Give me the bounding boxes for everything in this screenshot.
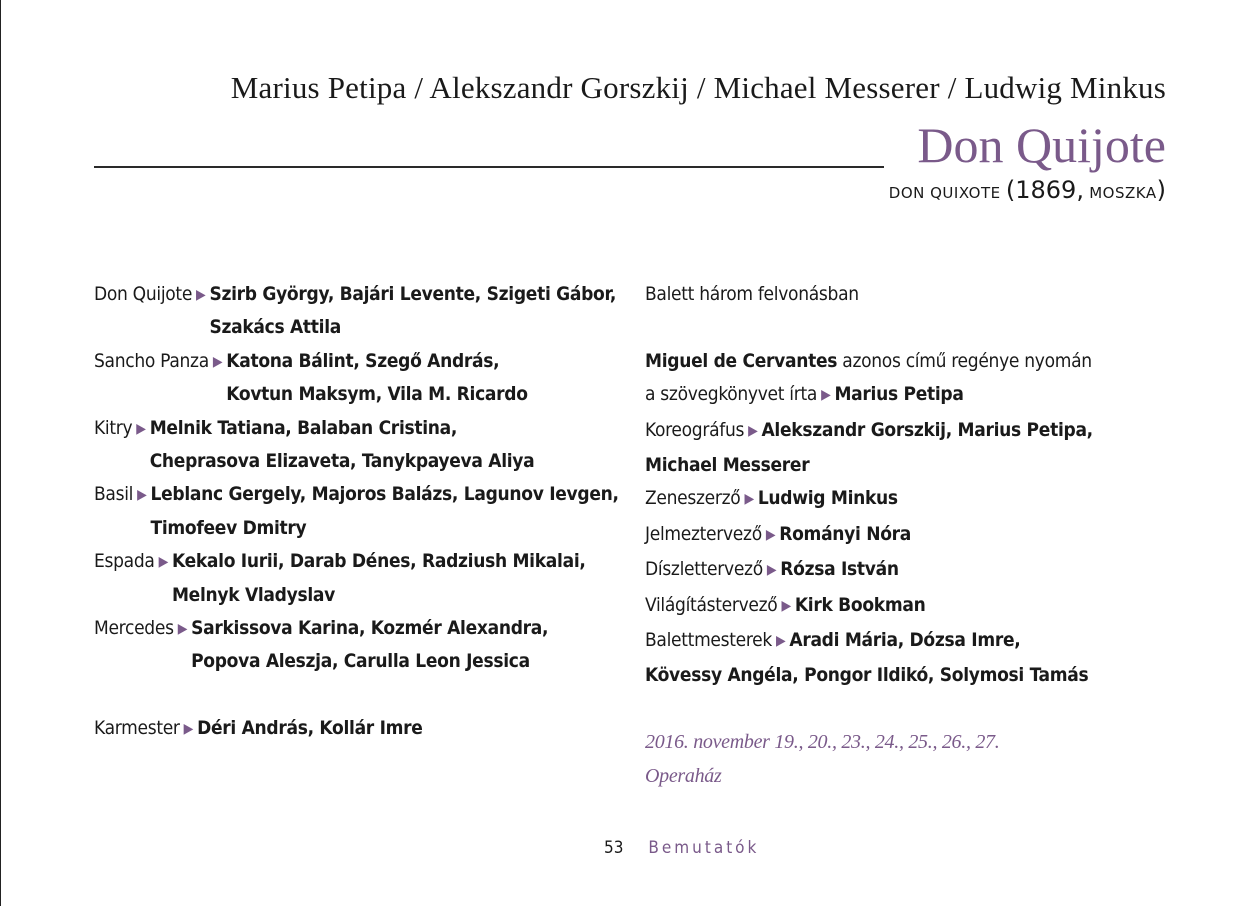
cast-entry	[94, 612, 634, 679]
cast-names	[151, 478, 619, 545]
page-number: 53	[604, 838, 624, 858]
role-label: Basil	[94, 483, 134, 506]
arrow-icon: ▶	[177, 621, 188, 638]
original-title-text: DON QUIXOTE	[888, 184, 1001, 202]
role-label: Sancho Panza	[94, 349, 209, 372]
credit-label: Jelmeztervező	[645, 522, 762, 545]
page-edge	[0, 0, 1, 906]
cast-names	[209, 278, 616, 345]
credit-value: Marius Petipa	[834, 383, 964, 406]
cast-names-line1: Sarkissova Karina, Kozmér Alexandra,	[191, 617, 549, 640]
credit-label: Zeneszerző	[645, 487, 741, 510]
arrow-icon: ▶	[136, 420, 146, 437]
set-design-entry	[645, 553, 1185, 588]
credit-label: Díszlettervező	[645, 558, 763, 581]
credit-label: a szövegkönyvet írta	[645, 383, 818, 406]
cast-names-line2: Szakács Attila	[209, 316, 341, 339]
arrow-icon: ▶	[137, 487, 147, 504]
cast-entry	[94, 545, 634, 612]
arrow-icon: ▶	[765, 526, 776, 543]
role-label: Kitry	[94, 416, 133, 439]
costume-entry	[645, 518, 1185, 553]
page-footer	[604, 838, 759, 858]
spacer	[645, 693, 1185, 726]
performance-dates: 2016. november 19., 20., 23., 24., 25., 26., 27.	[645, 731, 1000, 754]
spacer	[94, 679, 634, 712]
role-label: Mercedes	[94, 617, 174, 640]
cast-entry	[94, 412, 634, 479]
credit-value-line2: Michael Messerer	[645, 454, 810, 477]
cast-names	[191, 612, 548, 679]
cast-names-line2: Kovtun Maksym, Vila M. Ricardo	[226, 383, 528, 406]
cast-entry	[94, 278, 634, 345]
credit-value: Alekszandr Gorszkij, Marius Petipa,	[761, 418, 1093, 441]
cast-names-line1: Szirb György, Bajári Levente, Szigeti Gábor,	[209, 283, 617, 305]
arrow-icon: ▶	[766, 562, 777, 579]
premiere-city: MOSZKA	[1089, 184, 1157, 202]
authors-line: Marius Petipa / Alekszandr Gorszkij / Michael Messerer / Ludwig Minkus	[230, 70, 1166, 105]
page-title: Don Quijote	[917, 117, 1166, 173]
arrow-icon: ▶	[183, 721, 194, 738]
source-line	[645, 345, 1185, 378]
source-author: Miguel de Cervantes	[645, 349, 838, 372]
role-label: Don Quijote	[94, 283, 193, 305]
arrow-icon: ▶	[781, 597, 791, 614]
conductor-entry	[94, 712, 634, 747]
cast-names-line2: Popova Aleszja, Carulla Leon Jessica	[191, 650, 530, 673]
cast-names	[150, 412, 535, 479]
section-name: Bemutatók	[648, 838, 760, 858]
source-text: azonos című regénye nyomán	[842, 349, 1092, 372]
premiere-year: (1869,	[1005, 176, 1084, 204]
credit-value-line2: Kövessy Angéla, Pongor Ildikó, Solymosi Tamás	[645, 664, 1089, 687]
cast-names-line2: Timofeev Dmitry	[150, 516, 307, 539]
original-title	[889, 176, 1166, 204]
cast-names-line1: Leblanc Gergely, Majoros Balázs, Lagunov Ievgen,	[150, 483, 619, 506]
cast-entry	[94, 478, 634, 545]
spacer	[645, 311, 1185, 344]
arrow-icon: ▶	[158, 554, 168, 571]
arrow-icon: ▶	[821, 387, 831, 404]
cast-entry	[94, 345, 634, 412]
composer-entry	[645, 482, 1185, 517]
role-label: Karmester	[94, 717, 180, 740]
cast-names-line2: Melnyk Vladyslav	[171, 583, 335, 606]
cast-names-line1: Katona Bálint, Szegő András,	[226, 349, 500, 372]
role-label: Espada	[94, 550, 155, 573]
performance-venue: Operaház	[645, 764, 722, 787]
credit-value: Aradi Mária, Dózsa Imre,	[789, 629, 1021, 652]
credit-value: Ludwig Minkus	[757, 487, 898, 510]
arrow-icon: ▶	[196, 287, 206, 303]
arrow-icon: ▶	[212, 353, 223, 370]
title-rule	[94, 166, 884, 168]
libretto-entry	[645, 378, 1185, 413]
choreographer-entry	[645, 414, 1185, 483]
credit-label: Koreográfus	[645, 418, 745, 441]
conductor-names: Déri András, Kollár Imre	[197, 717, 423, 740]
credit-value: Kirk Bookman	[794, 593, 926, 616]
credit-value: Rózsa István	[780, 558, 899, 581]
cast-names	[226, 345, 527, 412]
credit-label: Balettmesterek	[645, 629, 772, 652]
cast-names-line1: Melnik Tatiana, Balaban Cristina,	[149, 416, 458, 439]
arrow-icon: ▶	[748, 422, 758, 439]
arrow-icon: ▶	[776, 633, 786, 650]
credits-column	[645, 278, 1185, 793]
credit-value: Rományi Nóra	[779, 522, 912, 545]
credit-label: Világítástervező	[645, 593, 778, 616]
genre-line: Balett három felvonásban	[645, 283, 859, 305]
cast-column	[94, 278, 634, 748]
cast-names-line2: Cheprasova Elizaveta, Tanykpayeva Aliya	[149, 450, 535, 473]
paren-close: )	[1156, 176, 1166, 204]
ballet-masters-entry	[645, 624, 1185, 693]
arrow-icon: ▶	[744, 491, 754, 508]
cast-names	[172, 545, 586, 612]
cast-names-line1: Kekalo Iurii, Darab Dénes, Radziush Mikalai,	[171, 550, 586, 573]
lighting-entry	[645, 589, 1185, 624]
